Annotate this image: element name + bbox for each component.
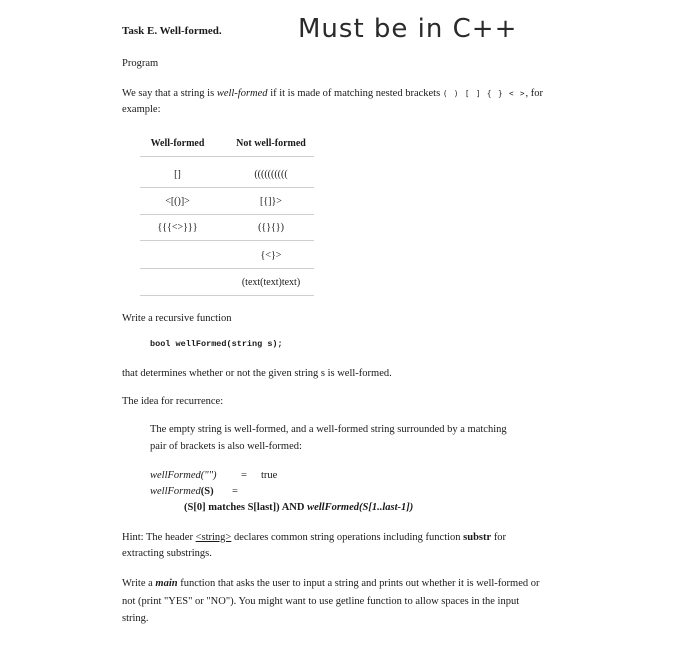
well-formed-cell: <[()]> xyxy=(165,196,190,207)
well-formed-cell: {{{<>}}} xyxy=(157,222,198,233)
main-task-line-1: Write a main function that asks the user to input a string and prints out whether it is well-formed or xyxy=(122,578,540,589)
not-well-formed-cell: {<}> xyxy=(260,250,282,261)
formula-row1-rhs: true xyxy=(261,470,278,481)
table-divider xyxy=(140,240,314,241)
not-well-formed-cell: (text(text)text) xyxy=(241,277,301,288)
idea-label: The idea for recurrence: xyxy=(122,396,224,407)
string-header-link[interactable]: <string> xyxy=(195,532,232,543)
header-well-formed: Well-formed xyxy=(150,138,205,149)
formula-row2-eq: = xyxy=(232,486,238,497)
formula-row1-lhs: wellFormed("") xyxy=(150,470,217,481)
intro-suffix: if it is made of matching nested brackets xyxy=(267,88,441,99)
main-task-line-3: string. xyxy=(122,613,149,624)
intro-line-1 xyxy=(122,88,543,99)
not-well-formed-cell: ({}{}) xyxy=(258,222,284,233)
hint-line-1 xyxy=(122,532,506,543)
substr-func: substr xyxy=(463,532,492,543)
intro-term: well-formed xyxy=(216,88,268,99)
intro-prefix: We say that a string is xyxy=(122,88,217,99)
well-formed-cell: [] xyxy=(174,169,181,180)
formula-row3: (S[0] matches S[last]) AND wellFormed(S[1..last-1]) xyxy=(184,502,414,513)
table-divider xyxy=(140,214,314,215)
table-divider xyxy=(140,268,314,269)
intro-tail: , for xyxy=(525,88,544,99)
task-title: Task E. Well-formed. xyxy=(122,25,222,37)
hint-suffix: for xyxy=(491,532,507,543)
handwritten-note: Must be in C++ xyxy=(298,14,518,44)
table-divider xyxy=(140,187,314,188)
not-well-formed-cell: (((((((((( xyxy=(254,169,288,180)
table-divider xyxy=(140,156,314,157)
idea-line-2: pair of brackets is also well-formed: xyxy=(150,441,302,452)
program-label: Program xyxy=(122,58,159,69)
formula-row2-lhs: wellFormed(S) xyxy=(150,486,214,497)
idea-line-1: The empty string is well-formed, and a well-formed string surrounded by a matching xyxy=(150,424,507,435)
hint-prefix: Hint: The header xyxy=(122,532,196,543)
main-task-line-2: not (print "YES" or "NO"). You might want to use getline function to allow spaces in the input xyxy=(122,596,520,607)
not-well-formed-cell: [{]}> xyxy=(260,196,282,207)
table-divider xyxy=(140,295,314,296)
hint-line-2: extracting substrings. xyxy=(122,548,212,559)
hint-middle: declares common string operations including function xyxy=(231,532,464,543)
header-not-well-formed: Not well-formed xyxy=(236,138,306,149)
function-signature: bool wellFormed(string s); xyxy=(150,339,283,349)
recursive-intro: Write a recursive function xyxy=(122,313,232,324)
formula-row1-eq: = xyxy=(241,470,247,481)
determines-text: that determines whether or not the given string s is well-formed. xyxy=(122,368,392,379)
bracket-list: ( ) [ ] { } < > xyxy=(442,89,526,98)
intro-line-2: example: xyxy=(122,104,161,115)
